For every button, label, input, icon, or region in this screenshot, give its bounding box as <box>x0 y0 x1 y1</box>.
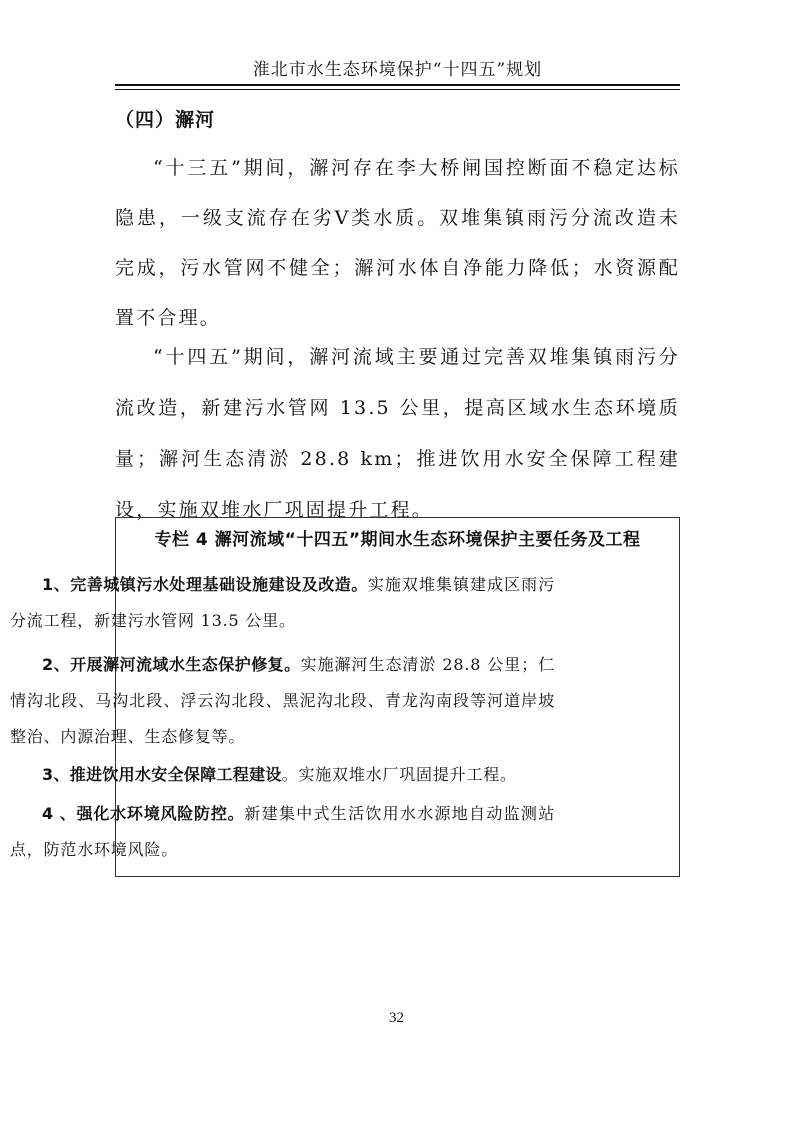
paragraph-1: “十三五”期间，澥河存在李大桥闸国控断面不稳定达标隐患，一级支流存在劣V类水质。双堆集镇雨污分流改造未完成，污水管网不健全；澥河水体自净能力降低；水资源配置不合理。 <box>115 157 680 329</box>
running-header: 淮北市水生态环境保护“十四五”规划 <box>252 60 543 80</box>
paragraph-2: “十四五”期间，澥河流域主要通过完善双堆集镇雨污分流改造，新建污水管网 13.5 公里，提高区域水生态环境质量；澥河生态清淤 28.8 km；推进饮用水安全保障工程建设，实施双堆水厂巩固提升工程。 <box>115 346 680 521</box>
box-item-3 <box>10 758 555 792</box>
box-item-3-lead: 3、推进饮用水安全保障工程建设 <box>42 765 282 784</box>
box-item-1-lead: 1、完善城镇污水处理基础设施建设及改造。 <box>42 575 368 594</box>
box-item-4-text: 新建集中式生活饮用水水源地自动监测站点，防范水环境风险。 <box>10 804 555 859</box>
box-item-1-text: 实施双堆集镇建成区雨污分流工程，新建污水管网 13.5 公里。 <box>10 575 555 630</box>
header-rule-thin <box>115 89 680 90</box>
box-item-3-text: 。实施双堆水厂巩固提升工程。 <box>281 765 517 784</box>
box-title: 专栏 4 澥河流域“十四五”期间水生态环境保护主要任务及工程 <box>154 530 641 550</box>
box-item-2-lead: 2、开展澥河流域水生态保护修复。 <box>42 655 301 674</box>
page-number: 32 <box>389 1010 404 1026</box>
box-item-4 <box>10 796 555 868</box>
box-item-2 <box>10 647 555 755</box>
section-heading: （四）澥河 <box>115 109 216 131</box>
box-item-1 <box>10 567 555 639</box>
box-item-4-lead: 4 、强化水环境风险防控。 <box>42 804 245 823</box>
box-item-2-text: 实施澥河生态清淤 28.8 公里；仁情沟北段、马沟北段、浮云沟北段、黑泥沟北段、青龙沟南段等河道岸坡整治、内源治理、生态修复等。 <box>10 655 556 746</box>
header-rule-thick <box>115 84 680 86</box>
